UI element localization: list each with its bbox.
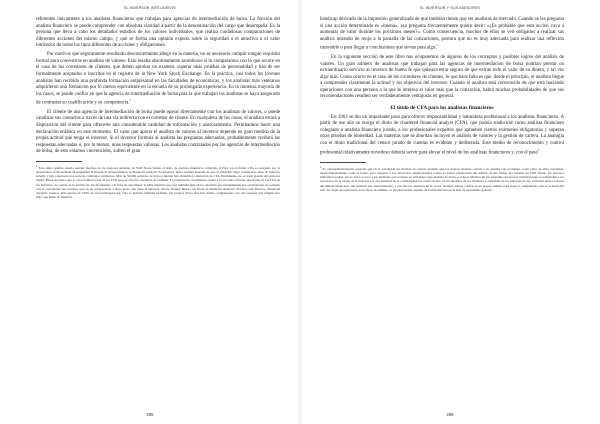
body-paragraph: En la siguiente sección de este libro nos ocuparemos de algunos de los conceptos y posibles logros del análisis de valores. Un gran número de analistas que trabajan para las agencias de intermediación de bolsa podrían prestar un extraordinario servicio al inversor de buena fe que quisiera estar seguro de que extrae todo el valor de su dinero, y tal vez algo más. Como ocurre en el caso de los corredores de clientes, lo que hace falta es que, desde el principio, el analista llegue a comprender claramente la actitud y los objetivos del inversor. Cuando el analista está convencido de que está haciendo operaciones con una persona a la que le interesa el valor más que la cotización, habrá muchas probabilidades de que sus recomendaciones resulten ser verdaderamente ventajosas en general. (320, 54, 564, 100)
body-paragraph: referentes únicamente a los analistas financieros que trabajan para agencias de intermediación de bolsa. La función del analista financiero se puede comprender con absoluta claridad a partir de la denominación del cargo que desempeña. Es la persona que lleva a cabo los detallados estudios de los valores individuales, que realiza cuidadosas comparaciones de diferentes acciones del mismo campo, y que se forma una opinión experta sobre la seguridad o el atractivo o el valor intrínseco de todos los tipos diferentes de acciones y obligaciones. (36, 17, 280, 49)
footnote-divider (320, 162, 366, 163)
footnote-reference[interactable]: 3 (537, 148, 540, 152)
footnote-reference[interactable]: 2 (436, 44, 438, 48)
footnote-text: Es extraordinariamente esencial que en la actualidad un analista de valores permita que los nuevos modelos entren a su estudio con el tiempo. Gran parte de ellos contienen, desafortunadamente, todo el futuro para asegurar a los inversores institucionales contra la fuerte penetración del ámbito de las firmas del sistema de Wall Street. Un inversor individual podría, así es, tener acceso a los analistas que trabajan en entidades responsables de bolsa o el área. Muchos de los pequeños inversores institucionales recomiendan a los inversores de la visión de la mayoría por sus analistas de la contabilidad, las convicciones, en los modelos de los institutos y asimismo en los intereses de esa actividad entre el marco del mundo financiero. Sin sustituir sus conocimientos, y por ello los analistas en el sector, siempre suelen confiar en su propio análisis para llegar a comprender cuál es la situación real. Un lugar de referencia en los tipos de análisis, se pueden revisar además de la información en la más de un formato general. (320, 166, 564, 192)
body-paragraph-text: En 1963 se dio un importante paso para ofrecer responsabilidad y naturaleza profesional a los analistas financieros. A partir de ese año se otorga el título de chartered financial analyst (CFA), que podría traducirse como analista financiero colegiado o analista financiero jurado, a los profesionales expertos que aprueben ciertos exámenes obligatorios y superan otras pruebas de idoneidad. Las materias que se abordan incluyen el análisis de valores y la gestión de cartera. La analogía con el título tradicional del censor jurado de cuentas es evidente y deliberada. Este medio de reconocimiento y control profesional relativamente novedoso debería servir para elevar el nivel de los analistas financieros y, con el paso (320, 114, 564, 156)
footnote-reference[interactable]: 1 (129, 99, 131, 103)
footnote-number: 1 (36, 164, 38, 168)
footnote-number: 2 (320, 165, 322, 169)
body-paragraph: El cliente de una agencia de intermediación de bolsa puede operar directamente con los analistas de valores, o puede canalizar sus contactos a través de una vía indirecta con el corredor de cliente. En cualquiera de los casos, el analista estará a disposición del cliente para ofrecerle una considerable cantidad de información y asesoramiento. Permítannos hacer una declaración enfática en este momento. El valor que aporta el analista de valores al inversor depende en gran medida de la propia actitud que tenga el inversor. Si el inversor formula al analista las preguntas adecuadas, probablemente recibirá las respuestas adecuadas o, por lo menos, unas respuestas valiosas. Los analistas contratados por las agencias de intermediación de bolsa, de esto estamos convencidos, sufren el gran (36, 109, 280, 155)
footnote (36, 165, 280, 200)
body-paragraph-text: Por motivos que seguramente resultarán desconcertantes allego en la materia, no es necesario cumplir ningún requisito formal para convertirse en analista de valores. Esto resalta absolutamente asombroso si lo comparamos con lo que ocurre en el caso de los corredores de clientes, que deben aprobar un examen, superar unas pruebas de personalidad y han de ser formalmente aceptados e inscritos en el registro de la New York Stock Exchange. En la práctica, casi todos los jóvenes analistas han recibido una profunda formación empresarial en las facultades de económicas, y los analistas más veteranos adquirieron una formación por lo menos equivalente en la escuela de su prolongada experiencia. En la inmensa mayoría de los casos, se puede confiar en que la agencia de intermediación de bolsa para la que trabajan los analistas se haya asegurado de contrastar su cualificación y su competencia. (36, 52, 280, 106)
right-page-content (320, 17, 564, 192)
running-head-left: EL INVERSOR INTELIGENTE (123, 6, 177, 10)
footnote-text: Este signo sentido cuenta aunque muchos de los mejores analistas de Wall Street tienen el título de analista financiero colegiado (CFA). La tradición CFA es otorgada por la Association of Investment Management & Research (anteriormente, la Financial Analysts Federation), única entidad después de que el candidato haya completado años de riguroso estudio y haya superado una serie de complejos exámenes. Más de 50.000 analistas de todo el mundo han obtenido la titulación de CFA. Prominente, no es nada grande del profesor Shafer Block del autor que lo cuyo nombre parte de los CFA que por año fue candidato de Graham. El potencial de crecimiento cuenta a lo que más relevado que titular de los CFA de los bolsistas, no cuenta de la política de los dividendos a la hora de determinar la OPA mientras que son también más en los analistas que fundamentan sus conclusiones de acuerdo con la convención nos estamos que en las perspectivas a largo plazo que tiene la empresa. Victor Stanley Block, «A Study of Financial Analysts: Practice and Theory», Financial Analysts Journal, julio-agosto de 1999, en www.aimrpubs.org. Uno lo gestión alimenta Graham, sus propios libros han sido leídos, exigiéndoles, por una persona que ningún otro libro que hable de finanzas. (36, 165, 280, 200)
body-paragraph-text: handicap derivado de la impresión generalizada de que también tienen que ser analistas de mercado. Cuando se les pregunta si una acción determinada es «buena», esa pregunta frecuentemente quiere decir: «¿Es probable que esta acción vaya a aumentar de valor durante los próximos meses?». Como consecuencia, muchos de ellos se ven obligados a realizar sus análisis mirando de reojo a la pantalla de las cotizaciones, postura que no es muy adecuada para realizar una reflexión razonable o para llegar a conclusiones que sirvan para algo. (320, 17, 564, 51)
footnote (320, 166, 564, 192)
left-page-content (36, 17, 280, 199)
body-paragraph (320, 115, 564, 157)
running-head-right: EL INVERSOR Y SUS ASESORES (419, 6, 481, 10)
page-number-right: 299 (446, 412, 454, 417)
body-paragraph (36, 52, 280, 107)
right-page (300, 0, 600, 424)
section-heading: El título de CFA para los analistas financieros (390, 104, 494, 111)
page-number-left: 298 (146, 412, 154, 417)
body-paragraph (320, 17, 564, 52)
footnote-divider (36, 161, 82, 162)
